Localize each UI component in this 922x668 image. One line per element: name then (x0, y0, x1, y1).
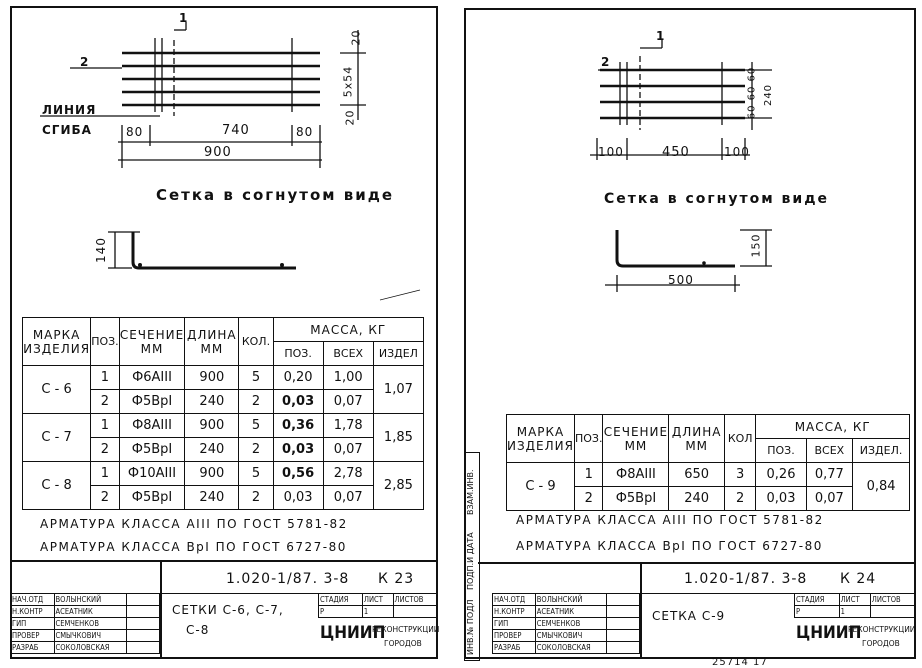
right-note-1: АРМАТУРА КЛАССА АIII ПО ГОСТ 5781-82 (516, 513, 824, 527)
footer-number: 25714 17 (712, 657, 768, 668)
left-marker-1: 1 (179, 11, 189, 25)
left-title-vline (160, 560, 162, 659)
h-mass-all: ВСЕХ (323, 342, 373, 366)
dim-20-bottom: 20 (343, 109, 357, 126)
h-pos: ПОЗ. (91, 318, 120, 366)
left-doc-sheet: К 23 (378, 571, 415, 587)
left-stage-table: СТАДИЯ ЛИСТ ЛИСТОВ Р 1 (318, 593, 438, 618)
side-label-2: ПОДП.И ДАТА (466, 532, 475, 590)
left-note-1: АРМАТУРА КЛАССА АIII ПО ГОСТ 5781-82 (40, 517, 348, 531)
h-mass: МАССА, КГ (273, 318, 423, 342)
dim-80-left: 80 (126, 125, 144, 139)
table-row: С - 7 1 Ф8АIII 900 5 0,36 1,78 1,85 (23, 414, 424, 438)
dim-500: 500 (668, 273, 694, 287)
dim-20-top: 20 (349, 29, 363, 46)
h-qty: КОЛ. (239, 318, 273, 366)
table-row: С - 9 1 Ф8АIII 650 3 0,26 0,77 0,84 (507, 463, 910, 487)
right-doc-code: 1.020-1/87. 3-8 (684, 571, 808, 587)
right-doc-title: СЕТКА С-9 (652, 609, 726, 623)
right-spec-table: МАРКА ИЗДЕЛИЯ ПОЗ. СЕЧЕНИЕ ММ ДЛИНА ММ КОЛ МАССА, КГ ПОЗ. ВСЕХ ИЗДЕЛ. С - 9 1 Ф8АIII 650 3 0,26 0,77 0,84 2 Ф5ВрI 240 2 0,03 0,07 (506, 414, 910, 511)
left-note-2: АРМАТУРА КЛАССА ВрI ПО ГОСТ 6727-80 (40, 540, 347, 554)
right-marker-1: 1 (656, 29, 666, 43)
right-org-logo: ЦНИИП (796, 623, 862, 643)
dim-80-right: 80 (296, 125, 314, 139)
right-marker-2: 2 (601, 55, 611, 69)
dim-900: 900 (204, 145, 232, 160)
left-signatures: НАЧ.ОТД ВОЛЫНСКИЙ Н.КОНТР АСЕАТНИК ГИП СЕМЧЕНКОВ ПРОВЕР СМЫЧКОВИЧ РАЗРАБ СОКОЛОВСКАЯ (10, 593, 160, 654)
h-sect: СЕЧЕНИЕ ММ (119, 318, 185, 366)
table-row: 2 Ф5ВрI 240 2 0,03 0,07 (23, 486, 424, 510)
table-row: С - 8 1 Ф10АIII 900 5 0,56 2,78 2,85 (23, 462, 424, 486)
bend-line-label-2: СГИБА (42, 123, 92, 137)
dim-60s: 60 60 60 (746, 66, 758, 120)
table-row: 2 Ф5ВрI 240 2 0,03 0,07 (507, 487, 910, 511)
dim-5x54: 5х54 (341, 65, 355, 98)
right-org-sub-1: РЕКОНСТРУКЦИИ (848, 625, 916, 634)
right-note-2: АРМАТУРА КЛАССА ВрI ПО ГОСТ 6727-80 (516, 539, 823, 553)
right-signatures: НАЧ.ОТД ВОЛЫНСКИЙ Н.КОНТР АСЕАТНИК ГИП СЕМЧЕНКОВ ПРОВЕР СМЫЧКОВИЧ РАЗРАБ СОКОЛОВСКАЯ (492, 593, 640, 654)
left-doc-title-1: СЕТКИ С-6, С-7, (172, 603, 284, 617)
right-bent-title: Сетка в согнутом виде (604, 191, 829, 207)
table-row: 2 Ф5ВрI 240 2 0,03 0,07 (23, 390, 424, 414)
right-doc-sheet: К 24 (840, 571, 877, 587)
left-marker-2: 2 (80, 55, 90, 69)
table-row: 2 Ф5ВрI 240 2 0,03 0,07 (23, 438, 424, 462)
dim-740: 740 (222, 123, 250, 138)
left-org-sub-1: РЕКОНСТРУКЦИИ (372, 625, 440, 634)
dim-450: 450 (662, 145, 690, 160)
left-org-sub-2: ГОРОДОВ (384, 639, 422, 648)
dim-140: 140 (93, 237, 108, 263)
right-stage-table: СТАДИЯ ЛИСТ ЛИСТОВ Р 1 (794, 593, 916, 618)
left-bent-title: Сетка в согнутом виде (156, 186, 395, 204)
right-org-sub-2: ГОРОДОВ (862, 639, 900, 648)
right-title-vline (640, 562, 642, 659)
h-len: ДЛИНА ММ (185, 318, 239, 366)
bend-line-label-1: ЛИНИЯ (42, 103, 97, 117)
left-mesh-plan (122, 53, 320, 105)
side-label-3: ИНВ.№ ПОДЛ (466, 599, 475, 655)
table-row: С - 6 1 Ф6АIII 900 5 0,20 1,00 1,07 (23, 366, 424, 390)
dim-100-right: 100 (724, 145, 750, 159)
dim-240: 240 (763, 83, 775, 107)
dim-100-left: 100 (598, 145, 624, 159)
left-org-logo: ЦНИИП (320, 623, 386, 643)
left-doc-title-2: С-8 (186, 623, 210, 637)
side-label-1: ВЗАМ.ИНВ. (466, 469, 475, 515)
left-doc-code: 1.020-1/87. 3-8 (226, 571, 350, 587)
h-mark: МАРКА ИЗДЕЛИЯ (23, 318, 91, 366)
h-mass-item: ИЗДЕЛ (373, 342, 423, 366)
left-spec-table (22, 317, 424, 510)
dim-150: 150 (749, 233, 763, 258)
h-mass-pos: ПОЗ. (273, 342, 323, 366)
